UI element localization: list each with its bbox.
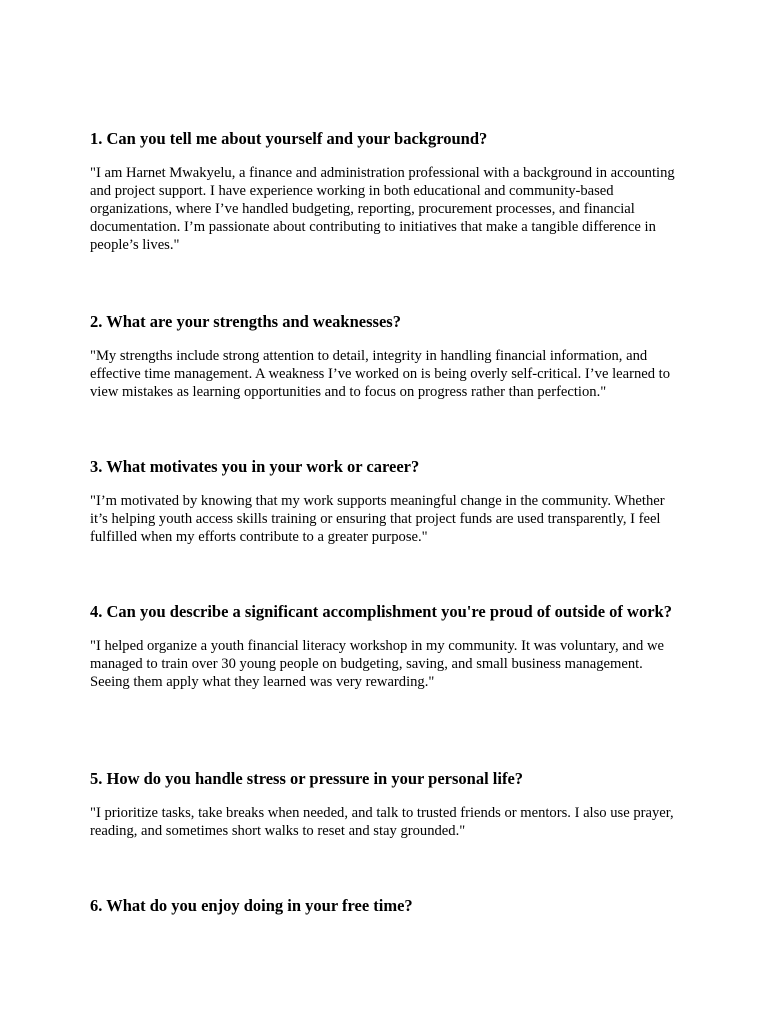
- question-heading: 5. How do you handle stress or pressure in your personal life?: [90, 769, 524, 788]
- answer-paragraph: "My strengths include strong attention to detail, integrity in handling financial information, and effective time management. A weakness I’ve worked on is being overly self-critical. I’ve learned to view mistakes as learning opportunities and to focus on progress rather than perfection.": [90, 348, 671, 400]
- qa-item: [90, 128, 680, 254]
- question-heading: 1. Can you tell me about yourself and your background?: [90, 129, 488, 148]
- qa-item: [90, 456, 680, 546]
- qa-item: [90, 601, 680, 691]
- qa-item: [90, 311, 680, 401]
- question-heading: 4. Can you describe a significant accomplishment you're proud of outside of work?: [90, 602, 672, 621]
- answer-paragraph: "I helped organize a youth financial literacy workshop in my community. It was voluntary, and we managed to train over 30 young people on budgeting, saving, and small business management. Seeing them apply what they learned was very rewarding.": [90, 638, 665, 690]
- question-heading: 2. What are your strengths and weaknesses?: [90, 312, 401, 331]
- answer-paragraph: "I prioritize tasks, take breaks when needed, and talk to trusted friends or mentors. I also use prayer, reading, and sometimes short walks to reset and stay grounded.": [90, 805, 674, 839]
- answer-paragraph: "I’m motivated by knowing that my work supports meaningful change in the community. Whether it’s helping youth access skills training or ensuring that project funds are used transparently, I feel fulfilled when my efforts contribute to a greater purpose.": [90, 493, 665, 545]
- answer-paragraph: "I am Harnet Mwakyelu, a finance and administration professional with a background in accounting and project support. I have experience working in both educational and community-based organizations, where I’ve handled budgeting, reporting, procurement processes, and financial documentation. I’m passionate about contributing to initiatives that make a tangible difference in people’s lives.": [90, 165, 675, 253]
- qa-item: [90, 768, 680, 840]
- qa-item: [90, 895, 680, 916]
- question-heading: 3. What motivates you in your work or career?: [90, 457, 420, 476]
- question-heading: 6. What do you enjoy doing in your free time?: [90, 896, 413, 915]
